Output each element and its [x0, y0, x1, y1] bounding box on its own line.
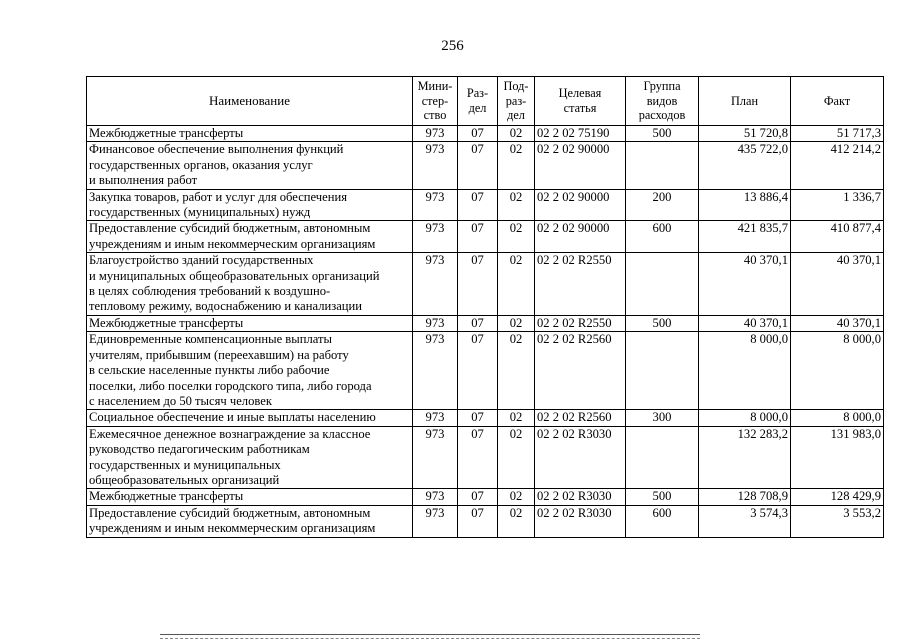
- header-group: Группа видов расходов: [626, 77, 699, 126]
- header-fact: Факт: [791, 77, 884, 126]
- header-subsection: Под- раз- дел: [498, 77, 535, 126]
- row-ministry: 973: [413, 253, 458, 316]
- row-name-line: Межбюджетные трансферты: [89, 489, 244, 504]
- row-target: 02 2 02 75190: [535, 126, 626, 142]
- row-name-line: Предоставление субсидий бюджетным, автономным: [89, 221, 371, 236]
- row-name-line: Межбюджетные трансферты: [89, 315, 244, 330]
- row-subsection: 02: [498, 253, 535, 316]
- row-plan: 51 720,8: [699, 126, 791, 142]
- row-plan: 421 835,7: [699, 221, 791, 253]
- row-group: 200: [626, 189, 699, 221]
- row-fact: 8 000,0: [791, 332, 884, 410]
- row-name: [87, 426, 413, 489]
- row-target: 02 2 02 R3030: [535, 505, 626, 537]
- row-name: [87, 126, 413, 142]
- row-plan: 40 370,1: [699, 315, 791, 331]
- row-fact: 1 336,7: [791, 189, 884, 221]
- row-subsection: 02: [498, 332, 535, 410]
- page-number: 256: [441, 38, 464, 54]
- row-name-line: учреждениям и иным некоммерческим организациям: [89, 521, 376, 536]
- row-group: 500: [626, 489, 699, 505]
- header-section: Раз- дел: [458, 77, 498, 126]
- row-plan: 3 574,3: [699, 505, 791, 537]
- row-target: 02 2 02 R2550: [535, 315, 626, 331]
- row-name-line: Межбюджетные трансферты: [89, 126, 244, 140]
- row-subsection: 02: [498, 126, 535, 142]
- row-subsection: 02: [498, 142, 535, 189]
- row-ministry: 973: [413, 189, 458, 221]
- header-ministry: Мини- стер- ство: [413, 77, 458, 126]
- row-group: [626, 426, 699, 489]
- row-name-line: в целях соблюдения требований к воздушно-: [89, 284, 331, 299]
- row-fact: 410 877,4: [791, 221, 884, 253]
- row-target: 02 2 02 R2560: [535, 332, 626, 410]
- row-name: [87, 142, 413, 189]
- row-plan: 40 370,1: [699, 253, 791, 316]
- row-ministry: 973: [413, 126, 458, 142]
- row-subsection: 02: [498, 410, 535, 426]
- row-ministry: 973: [413, 332, 458, 410]
- row-subsection: 02: [498, 426, 535, 489]
- row-name: [87, 489, 413, 505]
- row-group: 500: [626, 315, 699, 331]
- row-target: 02 2 02 R3030: [535, 426, 626, 489]
- row-fact: 40 370,1: [791, 315, 884, 331]
- row-section: 07: [458, 126, 498, 142]
- row-plan: 128 708,9: [699, 489, 791, 505]
- table-row: [87, 126, 884, 142]
- row-fact: 128 429,9: [791, 489, 884, 505]
- row-plan: 435 722,0: [699, 142, 791, 189]
- table-row: [87, 489, 884, 505]
- row-name: [87, 253, 413, 316]
- row-subsection: 02: [498, 189, 535, 221]
- row-name-line: Финансовое обеспечение выполнения функций: [89, 142, 344, 157]
- row-ministry: 973: [413, 489, 458, 505]
- row-name: [87, 315, 413, 331]
- row-section: 07: [458, 142, 498, 189]
- row-section: 07: [458, 315, 498, 331]
- row-name-line: Единовременные компенсационные выплаты: [89, 332, 332, 347]
- row-group: 600: [626, 505, 699, 537]
- row-name-line: государственных (муниципальных) нужд: [89, 205, 311, 220]
- row-plan: 132 283,2: [699, 426, 791, 489]
- row-name: [87, 410, 413, 426]
- row-fact: 412 214,2: [791, 142, 884, 189]
- row-name-line: и выполнения работ: [89, 173, 198, 188]
- row-section: 07: [458, 426, 498, 489]
- row-name-line: руководство педагогическим работникам: [89, 442, 310, 457]
- row-subsection: 02: [498, 221, 535, 253]
- header-target: Целевая статья: [535, 77, 626, 126]
- row-section: 07: [458, 410, 498, 426]
- row-name: [87, 189, 413, 221]
- row-name-line: Закупка товаров, работ и услуг для обеспечения: [89, 189, 348, 204]
- row-name-line: общеобразовательных организаций: [89, 472, 280, 487]
- row-group: 300: [626, 410, 699, 426]
- row-group: [626, 142, 699, 189]
- header-name: Наименование: [87, 77, 413, 126]
- row-name-line: Социальное обеспечение и иные выплаты населению: [89, 410, 376, 425]
- row-section: 07: [458, 505, 498, 537]
- table-row: [87, 221, 884, 253]
- row-section: 07: [458, 221, 498, 253]
- table-row: [87, 142, 884, 189]
- row-target: 02 2 02 R2550: [535, 253, 626, 316]
- row-ministry: 973: [413, 221, 458, 253]
- row-group: 600: [626, 221, 699, 253]
- table-row: [87, 505, 884, 537]
- table-row: [87, 315, 884, 331]
- row-name-line: Предоставление субсидий бюджетным, автономным: [89, 505, 371, 520]
- row-name: [87, 505, 413, 537]
- row-target: 02 2 02 R3030: [535, 489, 626, 505]
- row-name-line: Благоустройство зданий государственных: [89, 253, 314, 268]
- row-fact: 40 370,1: [791, 253, 884, 316]
- table-row: [87, 253, 884, 316]
- table-row: [87, 332, 884, 410]
- row-group: 500: [626, 126, 699, 142]
- table-header-row: [87, 77, 884, 126]
- row-ministry: 973: [413, 315, 458, 331]
- row-ministry: 973: [413, 505, 458, 537]
- row-name-line: Ежемесячное денежное вознаграждение за классное: [89, 426, 371, 441]
- row-plan: 8 000,0: [699, 410, 791, 426]
- row-section: 07: [458, 332, 498, 410]
- row-fact: 8 000,0: [791, 410, 884, 426]
- row-plan: 8 000,0: [699, 332, 791, 410]
- row-name-line: поселки, либо поселки городского типа, либо города: [89, 378, 372, 393]
- row-group: [626, 253, 699, 316]
- row-subsection: 02: [498, 505, 535, 537]
- row-name-line: учителям, прибывшим (переехавшим) на работу: [89, 347, 349, 362]
- row-name-line: и муниципальных общеобразовательных организаций: [89, 268, 380, 283]
- row-plan: 13 886,4: [699, 189, 791, 221]
- row-ministry: 973: [413, 142, 458, 189]
- row-section: 07: [458, 253, 498, 316]
- table-row: [87, 426, 884, 489]
- table-body: [87, 126, 884, 538]
- header-plan: План: [699, 77, 791, 126]
- row-name-line: государственных и муниципальных: [89, 457, 281, 472]
- row-group: [626, 332, 699, 410]
- row-target: 02 2 02 R2560: [535, 410, 626, 426]
- row-name-line: учреждениям и иным некоммерческим организациям: [89, 236, 376, 251]
- table-row: [87, 189, 884, 221]
- row-name: [87, 332, 413, 410]
- row-fact: 51 717,3: [791, 126, 884, 142]
- row-name: [87, 221, 413, 253]
- scan-edge-artifact: [160, 634, 700, 639]
- row-fact: 3 553,2: [791, 505, 884, 537]
- row-ministry: 973: [413, 410, 458, 426]
- budget-table: [86, 76, 884, 538]
- row-name-line: тепловому режиму, водоснабжению и канализации: [89, 299, 363, 314]
- row-fact: 131 983,0: [791, 426, 884, 489]
- row-target: 02 2 02 90000: [535, 221, 626, 253]
- row-name-line: государственных органов, оказания услуг: [89, 157, 313, 172]
- row-ministry: 973: [413, 426, 458, 489]
- row-target: 02 2 02 90000: [535, 189, 626, 221]
- row-subsection: 02: [498, 489, 535, 505]
- row-subsection: 02: [498, 315, 535, 331]
- row-section: 07: [458, 189, 498, 221]
- row-name-line: с населением до 50 тысяч человек: [89, 393, 272, 408]
- table-row: [87, 410, 884, 426]
- row-name-line: в сельские населенные пункты либо рабочие: [89, 363, 330, 378]
- row-target: 02 2 02 90000: [535, 142, 626, 189]
- row-section: 07: [458, 489, 498, 505]
